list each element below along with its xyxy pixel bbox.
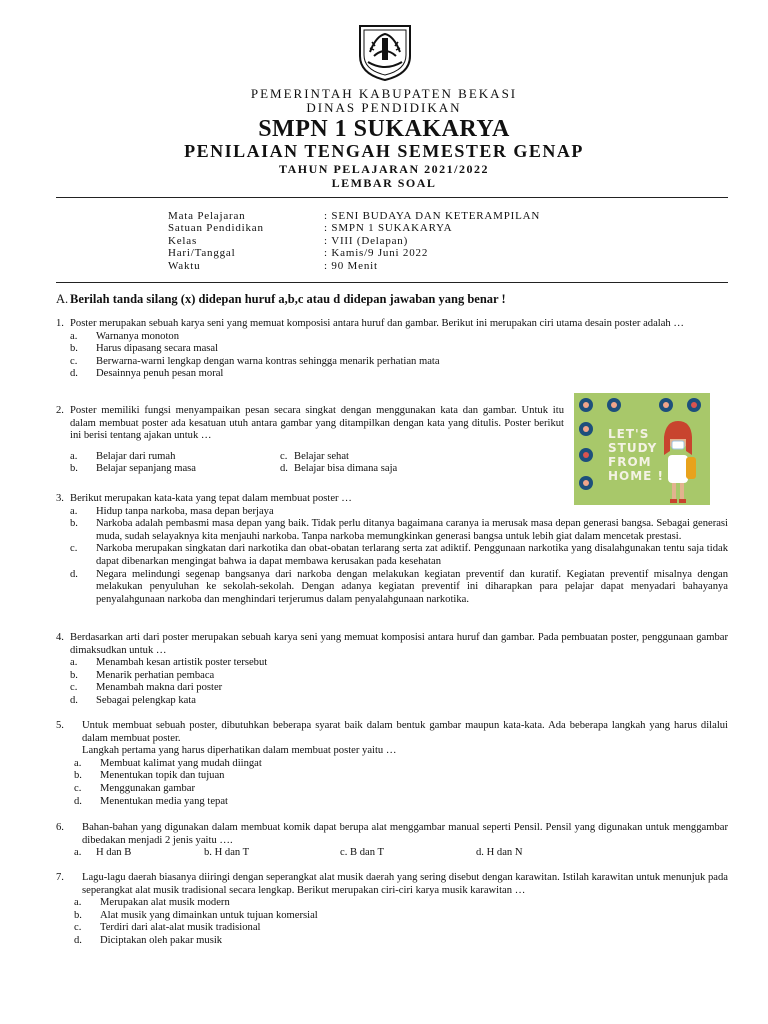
sheet-title: LEMBAR SOAL	[331, 176, 437, 190]
option-letter: b.	[70, 518, 78, 530]
option-text: Harus dipasang secara masal	[96, 343, 219, 355]
kop-department: DINAS PENDIDIKAN	[306, 100, 462, 115]
info-row	[168, 235, 540, 247]
option-text: Belajar bisa dimana saja	[294, 463, 398, 475]
info-label: Waktu	[168, 259, 201, 272]
question-number: 4.	[56, 632, 64, 643]
option-letter: a.	[70, 657, 78, 669]
option[interactable]	[74, 796, 728, 809]
instruction-text: Berilah tanda silang (x) didepan huruf a,b,c atau d didepan jawaban yang benar !	[70, 292, 506, 306]
option[interactable]	[70, 356, 728, 369]
question-number: 2.	[56, 405, 64, 416]
option-text: Terdiri dari alat-alat musik tradisional	[100, 922, 261, 934]
info-value: : SMPN 1 SUKAKARYA	[324, 222, 453, 235]
option[interactable]	[70, 657, 728, 670]
info-row	[168, 260, 540, 272]
option-letter: a.	[74, 757, 82, 769]
info-label: Mata Pelajaran	[168, 210, 246, 222]
option-letter: b.	[74, 909, 82, 921]
option[interactable]: b. H dan T	[204, 847, 250, 859]
option-text: Berwarna-warni lengkap dengan warna kontras sehingga menarik perhatian mata	[96, 355, 440, 367]
option-text: H dan B	[96, 847, 132, 859]
option[interactable]	[70, 368, 728, 381]
info-value: : SENI BUDAYA DAN KETERAMPILAN	[324, 210, 541, 222]
option-letter: d.	[70, 568, 78, 580]
info-label: Kelas	[168, 234, 198, 247]
option-letter: c.	[74, 922, 82, 934]
poster-headline-line: LET'S	[608, 427, 650, 441]
option-text: Narkoba merupakan singkatan dari narkotika dan obat-obatan terlarang serta zat adiktif. Penggunaan narkotika yang disalahgunakan tentu saja tidak dapat dibenarkan mengingat bahwa ia dapat membawa kerusakan pada kesehatan	[96, 543, 728, 567]
question-7	[56, 872, 728, 948]
option-text: Menentukan media yang tepat	[100, 795, 228, 807]
poster-headline-line: STUDY	[608, 441, 658, 455]
option-text: Menambah kesan artistik poster tersebut	[96, 657, 268, 669]
option[interactable]	[70, 695, 728, 708]
info-row	[168, 247, 540, 259]
option-text: Belajar sepanjang masa	[96, 463, 197, 475]
question-text: Lagu-lagu daerah biasanya diiringi dengan seperangkat alat musik daerah yang sering disebut dengan karawitan. Istilah karawitan untuk menunjuk pada seperangkat alat musik tradisional secara lengkap. Berikut merupakan ciri-ciri karya musik karawitan …	[82, 872, 728, 896]
option-text: Belajar dari rumah	[96, 450, 176, 462]
option[interactable]	[70, 343, 728, 356]
question-2	[56, 405, 564, 476]
option-letter: a.	[70, 330, 78, 342]
school-name: SMPN 1 SUKAKARYA	[258, 116, 510, 142]
question-prompt: Langkah pertama yang harus diperhatikan dalam membuat poster yaitu …	[82, 745, 397, 757]
question-6	[56, 822, 728, 860]
option-text: Diciptakan oleh pakar musik	[100, 934, 223, 946]
option-letter: d.	[74, 795, 82, 807]
option-letter: c.	[70, 682, 78, 694]
option-letter: d.	[280, 463, 288, 475]
option[interactable]	[74, 847, 204, 860]
question-3	[56, 493, 728, 606]
option[interactable]	[70, 543, 728, 568]
logo-crest	[356, 22, 414, 82]
info-label: Hari/Tanggal	[168, 247, 236, 260]
option-letter: c.	[74, 782, 82, 794]
poster-headline	[608, 427, 668, 483]
option-letter: c.	[280, 450, 288, 462]
poster-headline-line: HOME !	[608, 469, 665, 483]
section-instruction	[56, 292, 506, 307]
divider-top	[56, 197, 728, 198]
option[interactable]	[280, 463, 397, 476]
info-row	[168, 210, 540, 222]
option-letter: a.	[70, 450, 78, 462]
question-text: Berikut merupakan kata-kata yang tepat dalam membuat poster …	[70, 493, 352, 504]
academic-year: TAHUN PELAJARAN 2021/2022	[279, 162, 489, 176]
question-text: Bahan-bahan yang digunakan dalam membuat komik dapat berupa alat menggambar manual seperti Pensil. Pensil yang digunakan untuk menggambar dibedakan menjadi 2 jenis yaitu ….	[82, 822, 728, 846]
poster-image	[574, 393, 710, 505]
option-text: Desainnya penuh pesan moral	[96, 368, 224, 380]
section-label: A.	[56, 292, 69, 306]
option-letter: a.	[70, 505, 78, 517]
question-text: Poster memiliki fungsi menyampaikan pesan secara singkat dengan menggunakan kata dan gambar. Untuk itu dalam membuat poster ada kesatuan utuh antara gambar yang ditampilkan dengan kata yang ditulis. Poster berikut ini berisi tentang ajakan untuk …	[70, 405, 564, 442]
question-5	[56, 720, 728, 808]
info-value: : 90 Menit	[324, 259, 378, 272]
kop-government: PEMERINTAH KABUPATEN BEKASI	[250, 86, 518, 101]
option[interactable]	[70, 670, 728, 683]
option-text: Merupakan alat musik modern	[100, 897, 230, 909]
option-letter: b.	[70, 669, 78, 681]
option[interactable]: c. B dan T	[340, 847, 384, 859]
option[interactable]	[70, 569, 728, 607]
option[interactable]	[74, 897, 728, 910]
option[interactable]	[74, 922, 728, 935]
option-letter: d.	[70, 368, 78, 380]
question-text: Untuk membuat sebuah poster, dibutuhkan beberapa syarat baik dalam bentuk gambar maupun kata-kata. Ada beberapa langkah yang harus dilalui dalam membuat poster.	[82, 720, 728, 744]
poster-headline-line: FROM	[608, 455, 652, 469]
option[interactable]	[74, 910, 728, 923]
option[interactable]	[70, 451, 280, 464]
option-letter: d.	[70, 694, 78, 706]
question-text: Berdasarkan arti dari poster merupakan sebuah karya seni yang memuat komposisi antara huruf dan gambar. Pada pembuatan poster, penggunaan gambar dimaksudkan untuk …	[70, 632, 728, 656]
option-letter: b.	[70, 343, 78, 355]
option[interactable]	[70, 682, 728, 695]
option[interactable]	[70, 331, 728, 344]
option[interactable]	[70, 518, 728, 543]
option-text: Menggunakan gambar	[100, 782, 196, 794]
option-text: Membuat kalimat yang mudah diingat	[100, 757, 262, 769]
option[interactable]: d. H dan N	[476, 847, 523, 859]
option[interactable]	[74, 783, 728, 796]
option[interactable]	[70, 506, 564, 519]
option-text: Warnanya monoton	[96, 330, 179, 342]
option-text: Belajar sehat	[294, 450, 350, 462]
option[interactable]	[74, 935, 728, 948]
divider-bottom	[56, 282, 728, 283]
option-text: Negara melindungi segenap bangsanya dari narkoba dengan melakukan kegiatan preventif dan kuratif. Kegiatan preventif misalnya dengan melakukan penyuluhan ke sekolah-sekolah. Dengan adanya kegiatan preventif ini diharapkan para pelajar dapat menyadari bahayanya penyalahgunaan narkoba dan menghindari terjerumus dalam penyalahgunaan narkotika.	[96, 568, 728, 605]
question-text: Poster merupakan sebuah karya seni yang memuat komposisi antara huruf dan gambar. Berikut ini merupakan ciri utama desain poster adalah …	[70, 318, 684, 329]
exam-title: PENILAIAN TENGAH SEMESTER GENAP	[184, 141, 584, 161]
option[interactable]	[74, 770, 728, 783]
option-letter: d.	[74, 934, 82, 946]
option[interactable]	[74, 758, 728, 771]
info-label: Satuan Pendidikan	[168, 222, 264, 235]
option-letter: c.	[70, 543, 78, 555]
option[interactable]	[70, 463, 280, 476]
option-text: Hidup tanpa narkoba, masa depan berjaya	[96, 505, 274, 517]
option-letter: c.	[70, 355, 78, 367]
question-number: 6.	[56, 822, 64, 833]
option-letter: b.	[70, 463, 78, 475]
question-1	[56, 318, 728, 381]
question-number: 5.	[56, 720, 64, 731]
option-letter: a.	[74, 847, 82, 859]
option-text: Alat musik yang dimainkan untuk tujuan komersial	[100, 909, 318, 921]
info-row	[168, 222, 540, 234]
option-letter: b.	[74, 770, 82, 782]
option-text: Narkoba adalah pembasmi masa depan yang baik. Tidak perlu ditanya bagaimana caranya ia merusak masa depan generasi bangsa. Sebagai generasi muda, sudah selayaknya kita menjauhi narkoba. Tanpa narkoba memungkinkan generasi bangsa untuk lebih giat dalam mencetak prestasi.	[96, 518, 728, 542]
info-value: : Kamis/9 Juni 2022	[324, 247, 429, 260]
info-value: : VIII (Delapan)	[324, 234, 409, 247]
question-number: 3.	[56, 493, 64, 504]
option-text: Menarik perhatian pembaca	[96, 669, 215, 681]
option-text: Sebagai pelengkap kata	[96, 694, 197, 706]
question-number: 7.	[56, 872, 64, 883]
option[interactable]	[280, 451, 349, 464]
question-number: 1.	[56, 318, 64, 329]
option-text: Menambah makna dari poster	[96, 682, 223, 694]
question-4	[56, 632, 728, 708]
option-letter: a.	[74, 897, 82, 909]
option-text: Menentukan topik dan tujuan	[100, 770, 225, 782]
exam-info	[168, 210, 540, 272]
